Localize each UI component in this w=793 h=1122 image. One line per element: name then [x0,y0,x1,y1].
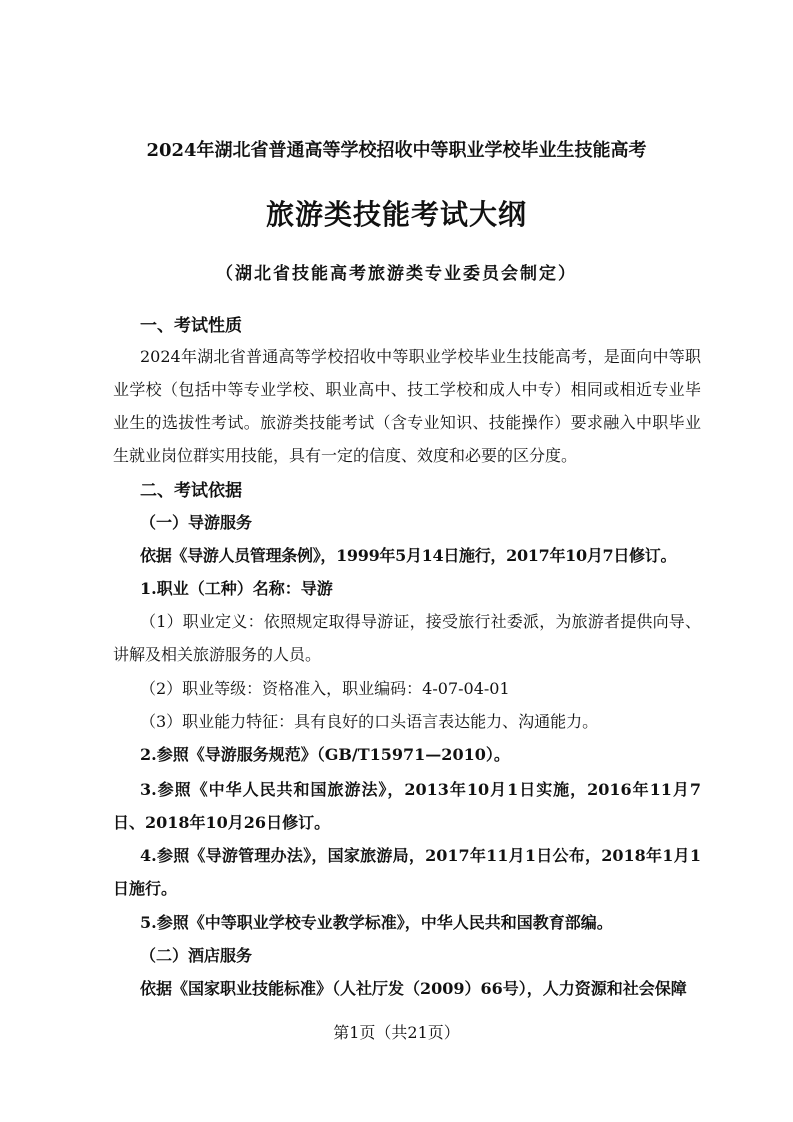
item-2: 2.参照《导游服务规范》（GB/T15971—2010）。 [140,745,510,764]
section1-heading: 一、考试性质 [140,316,242,336]
basis-skill-standard: 依据《国家职业技能标准》（人社厅发（2009）66号），人力资源和社会保障 [140,979,687,998]
item-5: 5.参照《中等职业学校专业教学标准》，中华人民共和国教育部编。 [140,913,613,932]
item-1-3: （3）职业能力特征：具有良好的口头语言表达能力、沟通能力。 [140,712,599,731]
item-1-2: （2）职业等级：资格准入，职业编码：4-07-04-01 [140,679,510,698]
section2-heading: 二、考试依据 [140,481,242,501]
basis-guide-regulation: 依据《导游人员管理条例》，1999年5月14日施行，2017年10月7日修订。 [140,546,677,565]
section1-paragraph: 2024年湖北省普通高等学校招收中等职业学校毕业生技能高考，是面向中等职业学校（包括中等专业学校、职业高中、技工学校和成人中专）相同或相近专业毕业生的选拔性考试。旅游类技能考试（含专业知识、技能操作）要求融入中职毕业生就业岗位群实用技能，具有一定的信度、效度和必要的区分度。 [113,347,701,465]
item-1-1: （1）职业定义：依照规定取得导游证，接受旅行社委派，为旅游者提供向导、讲解及相关旅游服务的人员。 [113,612,701,664]
item-4: 4.参照《导游管理办法》，国家旅游局，2017年11月1日公布，2018年1月1日施行。 [113,846,701,898]
document-title-line1: 2024年湖北省普通高等学校招收中等职业学校毕业生技能高考 [146,140,647,161]
subsection1-heading: （一）导游服务 [140,513,253,532]
document-subtitle: （湖北省技能高考旅游类专业委员会制定） [216,264,577,284]
item-3: 3.参照《中华人民共和国旅游法》，2013年10月1日实施，2016年11月7日、2018年10月26日修订。 [113,780,701,832]
subsection2-heading: （二）酒店服务 [140,946,253,965]
item-1: 1.职业（工种）名称：导游 [140,579,333,598]
page-number: 第1页（共21页） [333,1023,460,1042]
document-title: 旅游类技能考试大纲 [265,198,527,231]
